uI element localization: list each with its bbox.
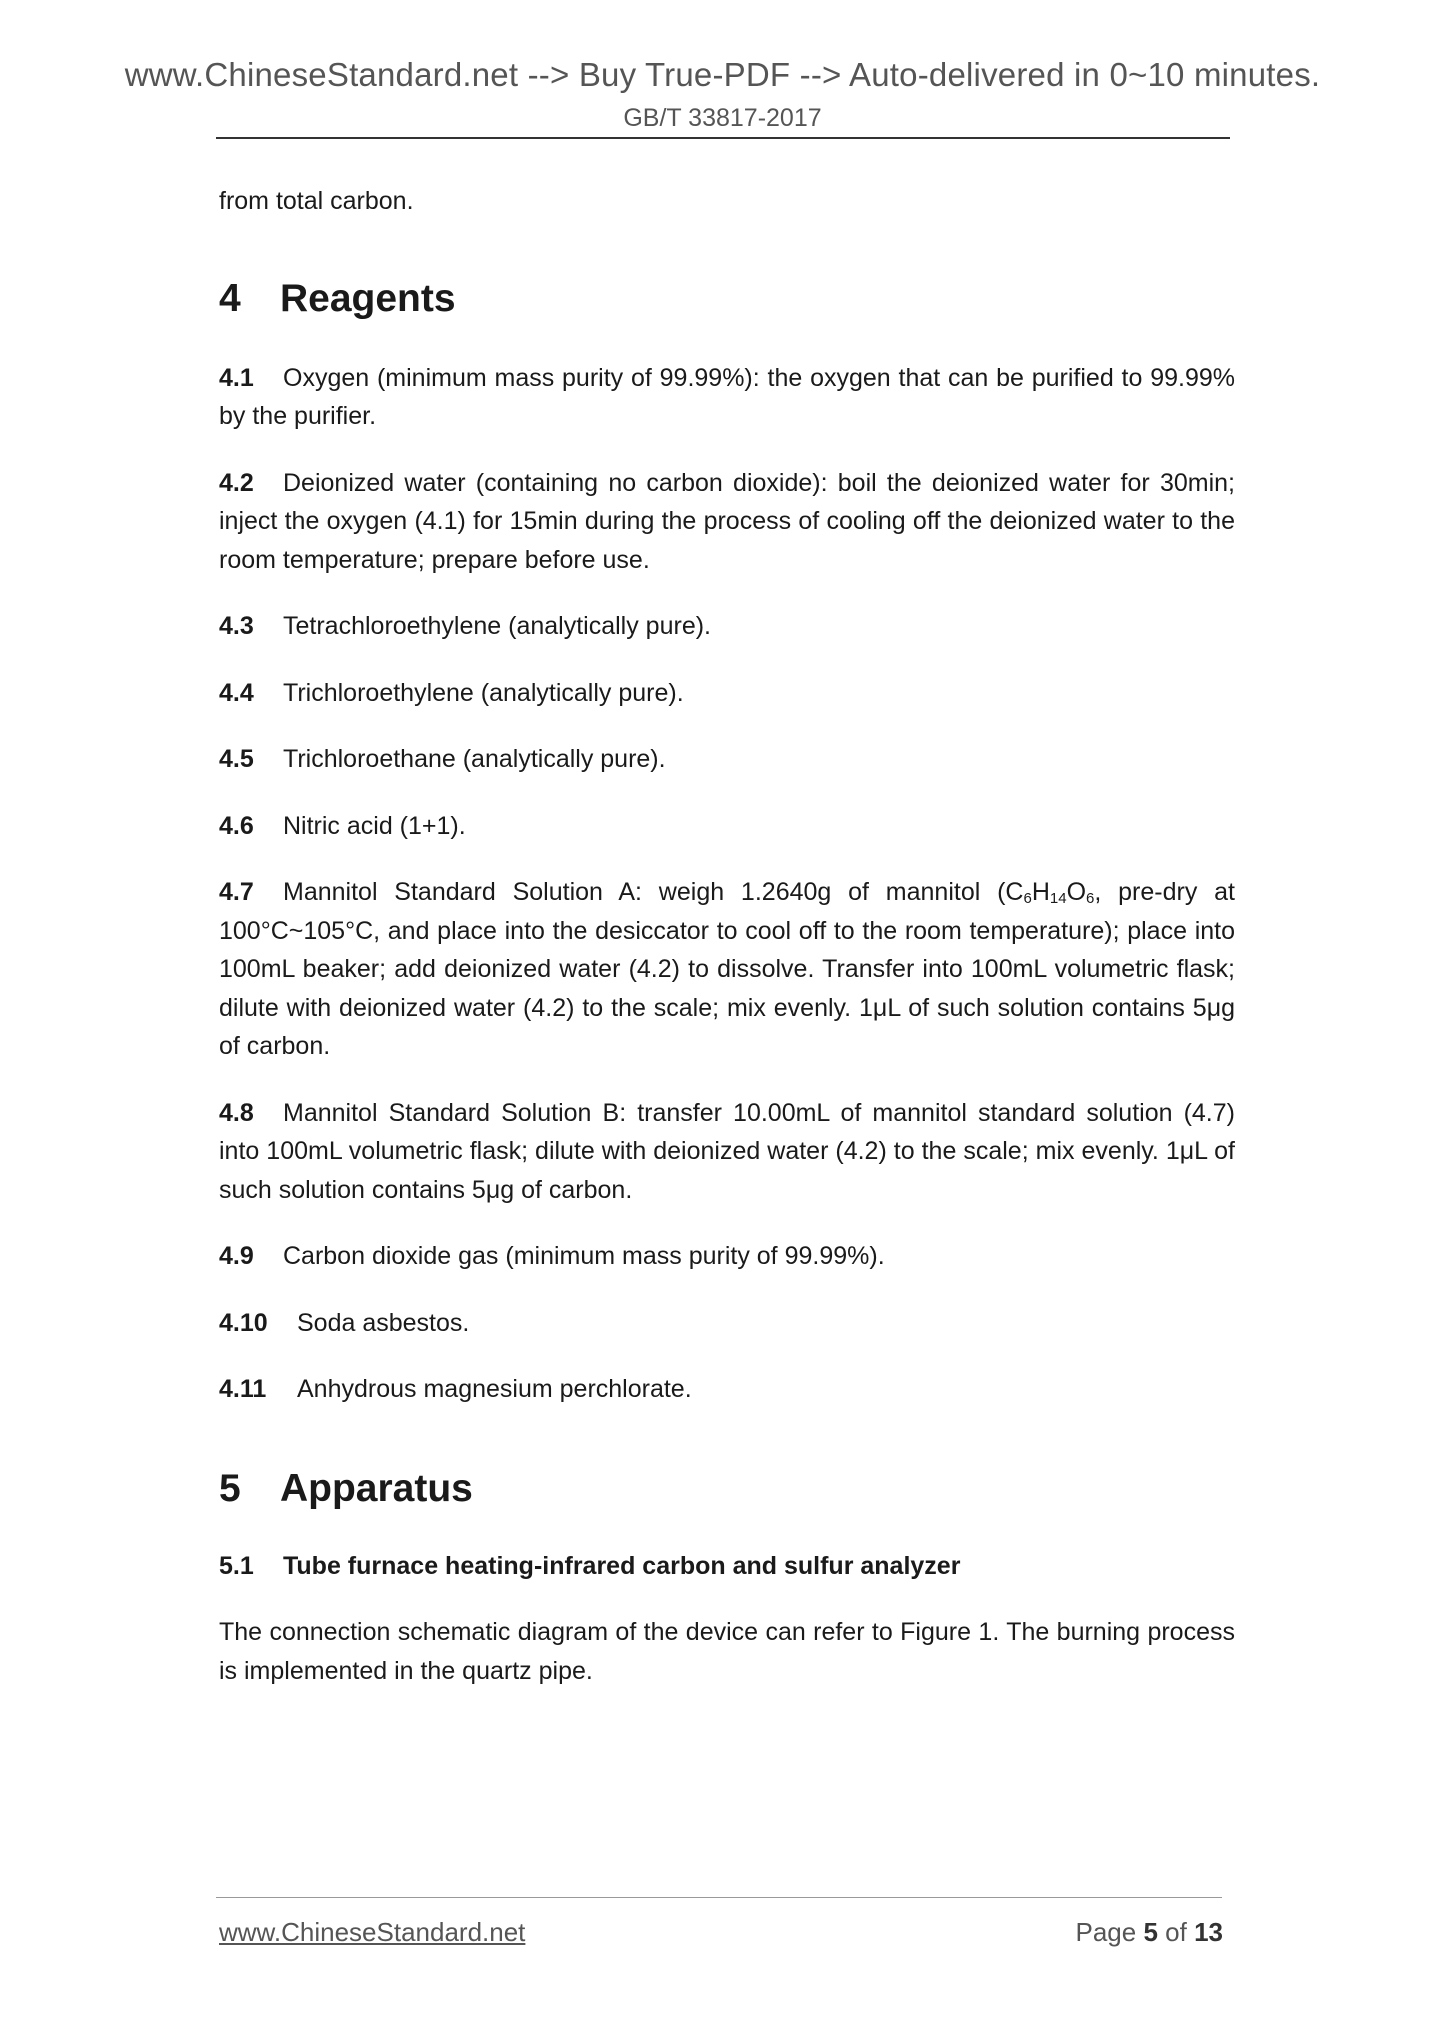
clause-4-3 <box>219 607 1235 646</box>
apparatus-description: The connection schematic diagram of the device can refer to Figure 1. The burning process is implemented in the quartz pipe. <box>219 1618 1235 1685</box>
clause-number: 4.5 <box>219 745 254 773</box>
formula-element: H <box>1031 878 1050 906</box>
page-indicator <box>1075 1917 1223 1948</box>
clause-4-5 <box>219 740 1235 779</box>
clause-number: 4.8 <box>219 1098 254 1127</box>
subsection-number: 5.1 <box>219 1551 254 1580</box>
clause-text: Trichloroethane (analytically pure). <box>283 745 666 773</box>
formula-subscript: 6 <box>1023 890 1032 907</box>
current-page-number: 5 <box>1143 1917 1158 1947</box>
section-number: 5 <box>219 1466 241 1510</box>
clause-text: Soda asbestos. <box>297 1308 470 1337</box>
clause-number: 4.10 <box>219 1308 268 1337</box>
clause-text: Mannitol Standard Solution A: weigh 1.2640g of mannitol ( <box>283 878 1006 906</box>
clause-4-2 <box>219 464 1235 580</box>
clause-4-7 <box>219 873 1235 1066</box>
clause-4-10 <box>219 1304 1235 1343</box>
section-number: 4 <box>219 276 241 320</box>
page-label: Page <box>1075 1917 1137 1947</box>
clause-number: 4.3 <box>219 612 254 640</box>
clause-text: Nitric acid (1+1). <box>283 811 466 840</box>
clause-4-9 <box>219 1237 1235 1276</box>
clause-4-11 <box>219 1370 1235 1409</box>
clause-number: 4.4 <box>219 678 254 707</box>
footer-site-link[interactable]: www.ChineseStandard.net <box>219 1917 526 1947</box>
clause-text: Trichloroethylene (analytically pure). <box>283 678 684 707</box>
formula-element: C <box>1005 878 1024 906</box>
section-title: Apparatus <box>280 1466 473 1510</box>
clause-number: 4.1 <box>219 363 254 392</box>
formula-subscript: 6 <box>1086 890 1095 907</box>
clause-text: Carbon dioxide gas (minimum mass purity of 99.99%). <box>283 1242 885 1270</box>
document-number: GB/T 33817-2017 <box>623 104 822 132</box>
formula-element: O <box>1066 878 1087 906</box>
clause-number: 4.2 <box>219 468 254 497</box>
clause-4-4 <box>219 674 1235 713</box>
section-heading-apparatus <box>219 1465 1235 1513</box>
mannitol-formula <box>1005 878 1094 906</box>
clause-number: 4.11 <box>219 1375 267 1403</box>
clause-number: 4.7 <box>219 878 254 906</box>
clause-text: Anhydrous magnesium perchlorate. <box>297 1375 692 1403</box>
header-banner[interactable]: www.ChineseStandard.net --> Buy True-PDF --> Auto-delivered in 0~10 minutes. <box>124 56 1321 93</box>
clause-text: , pre-dry at 100°C~105°C, and place into the desiccator to cool off to the room temperature); place into 100mL beaker; add deionized water (4.2) to dissolve. Transfer into 100mL volumetric flask; dilute with deionized water (4.2) to the scale; mix evenly. 1μL of such solution contains 5μg of carbon. <box>219 878 1235 1060</box>
clause-4-1 <box>219 359 1235 436</box>
page-content <box>219 170 1235 1690</box>
total-pages: 13 <box>1194 1917 1223 1947</box>
header-divider <box>216 137 1230 139</box>
of-label: of <box>1165 1917 1187 1947</box>
clause-text: Deionized water (containing no carbon dioxide): boil the deionized water for 30min; inject the oxygen (4.1) for 15min during the process of cooling off the deionized water to the room temperature; prepare before use. <box>219 468 1235 574</box>
clause-text: Tetrachloroethylene (analytically pure). <box>283 612 711 640</box>
clause-4-8 <box>219 1094 1235 1210</box>
continuation-text: from total carbon. <box>219 187 414 215</box>
subsection-title: Tube furnace heating-infrared carbon and sulfur analyzer <box>283 1551 961 1580</box>
clause-number: 4.9 <box>219 1242 254 1270</box>
clause-number: 4.6 <box>219 811 254 840</box>
section-title: Reagents <box>280 276 456 320</box>
clause-text: Mannitol Standard Solution B: transfer 10.00mL of mannitol standard solution (4.7) into 100mL volumetric flask; dilute with deionized water (4.2) to the scale; mix evenly. 1μL of such solution contains 5μg of carbon. <box>219 1098 1235 1204</box>
footer-divider <box>216 1897 1222 1898</box>
subsection-heading-5-1 <box>219 1547 1235 1586</box>
formula-subscript: 14 <box>1049 890 1067 907</box>
clause-4-6 <box>219 807 1235 846</box>
section-heading-reagents <box>219 275 1235 323</box>
clause-text: Oxygen (minimum mass purity of 99.99%): the oxygen that can be purified to 99.99% by the purifier. <box>219 363 1235 430</box>
